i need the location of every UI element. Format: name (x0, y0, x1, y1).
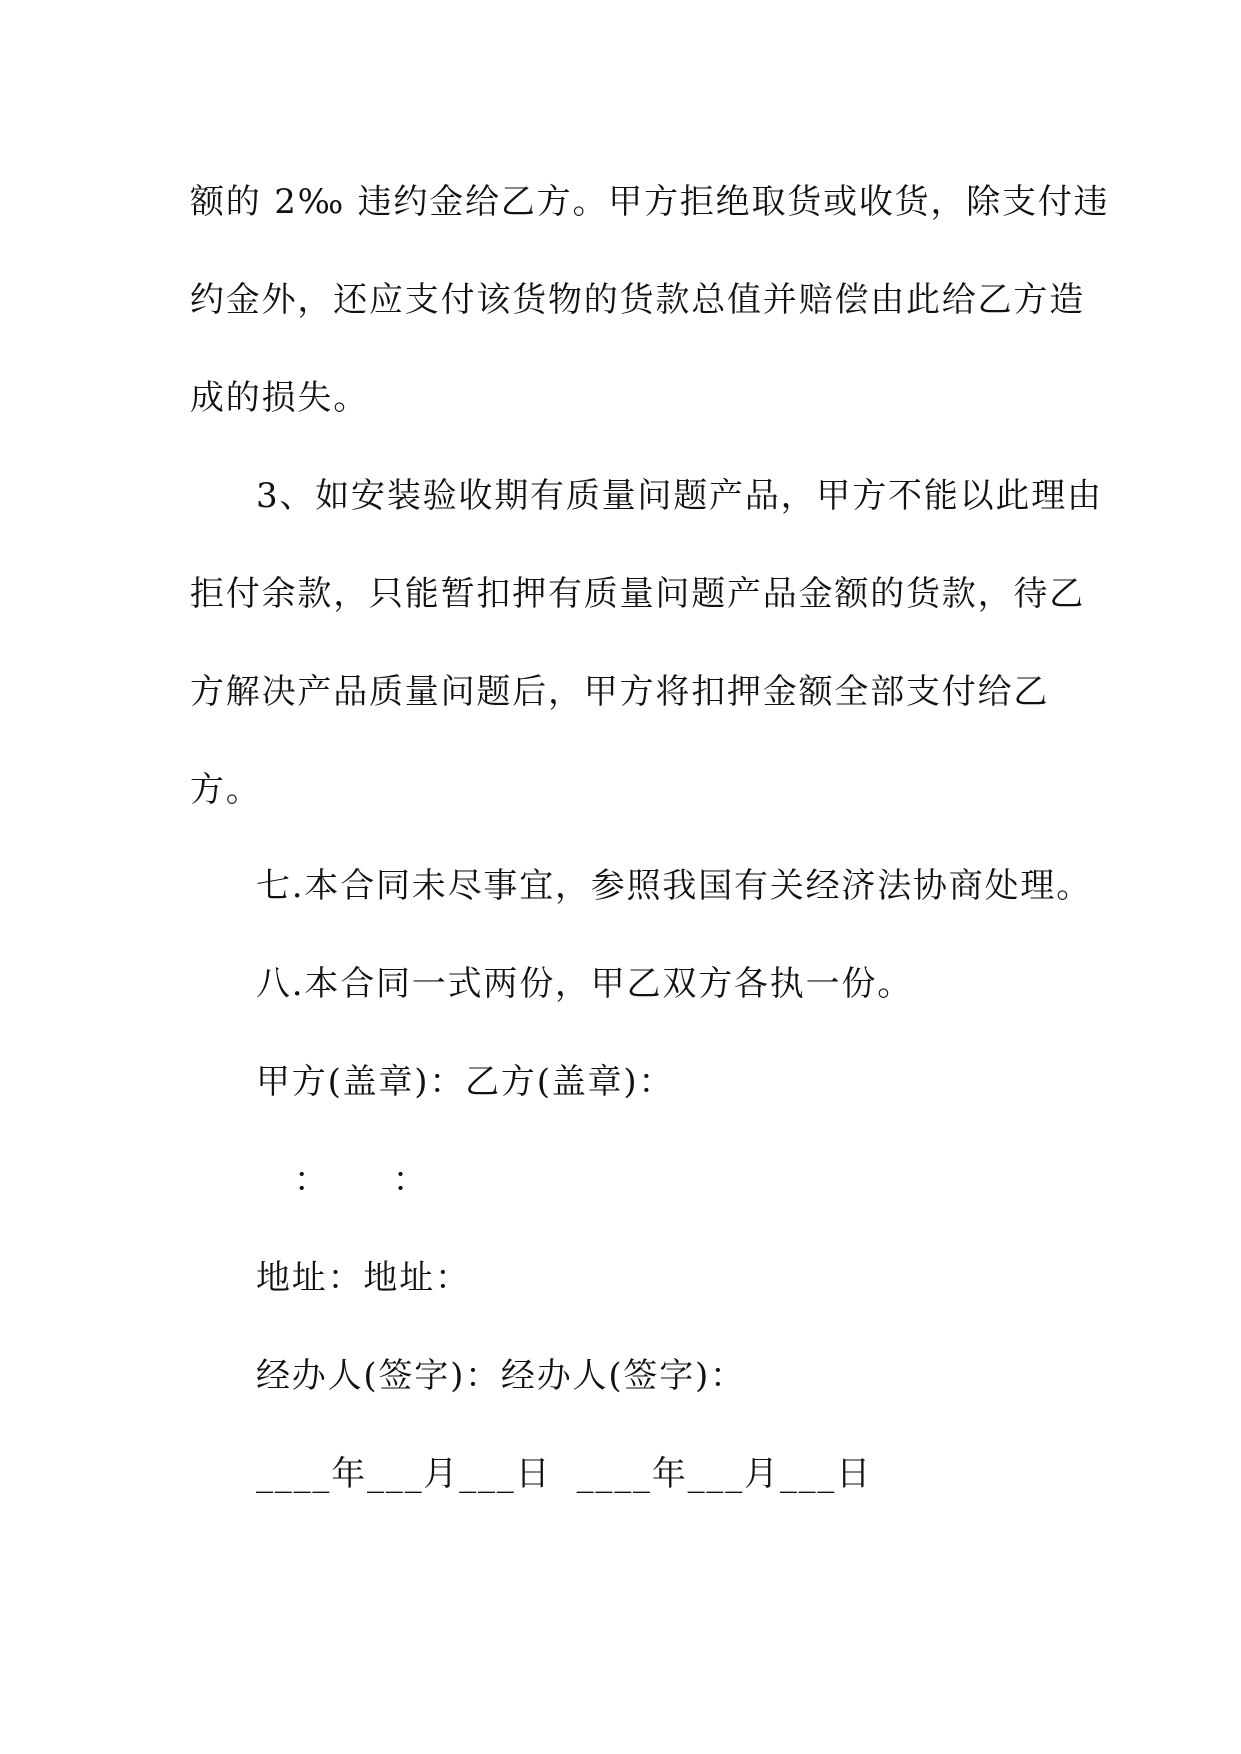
seal-line: 甲方(盖章)：乙方(盖章)： (256, 1062, 675, 1102)
blank-colon-line: ： ： (256, 1160, 429, 1200)
article-8: 八.本合同一式两份，甲乙双方各执一份。 (256, 964, 914, 1004)
article-7: 七.本合同未尽事宜，参照我国有关经济法协商处理。 (256, 866, 1093, 906)
text-line-1: 额的 2‰ 违约金给乙方。甲方拒绝取货或收货，除支付违 (190, 182, 1110, 222)
address-line: 地址：地址： (256, 1258, 471, 1298)
text-line-2: 约金外，还应支付该货物的货款总值并赔偿由此给乙方造 (190, 280, 1085, 320)
date-line: ____年___月___日 ____年___月___日 (256, 1454, 873, 1494)
signatory-line: 经办人(签字)：经办人(签字)： (256, 1356, 746, 1396)
clause-3-line-4: 方。 (190, 770, 262, 810)
clause-3-line-2: 拒付余款，只能暂扣押有质量问题产品金额的货款，待乙 (190, 574, 1085, 614)
clause-3-line-3: 方解决产品质量问题后，甲方将扣押金额全部支付给乙 (190, 672, 1050, 712)
text-line-3: 成的损失。 (190, 378, 369, 418)
clause-3-line-1: 3、如安装验收期有质量问题产品，甲方不能以此理由 (256, 476, 1103, 516)
